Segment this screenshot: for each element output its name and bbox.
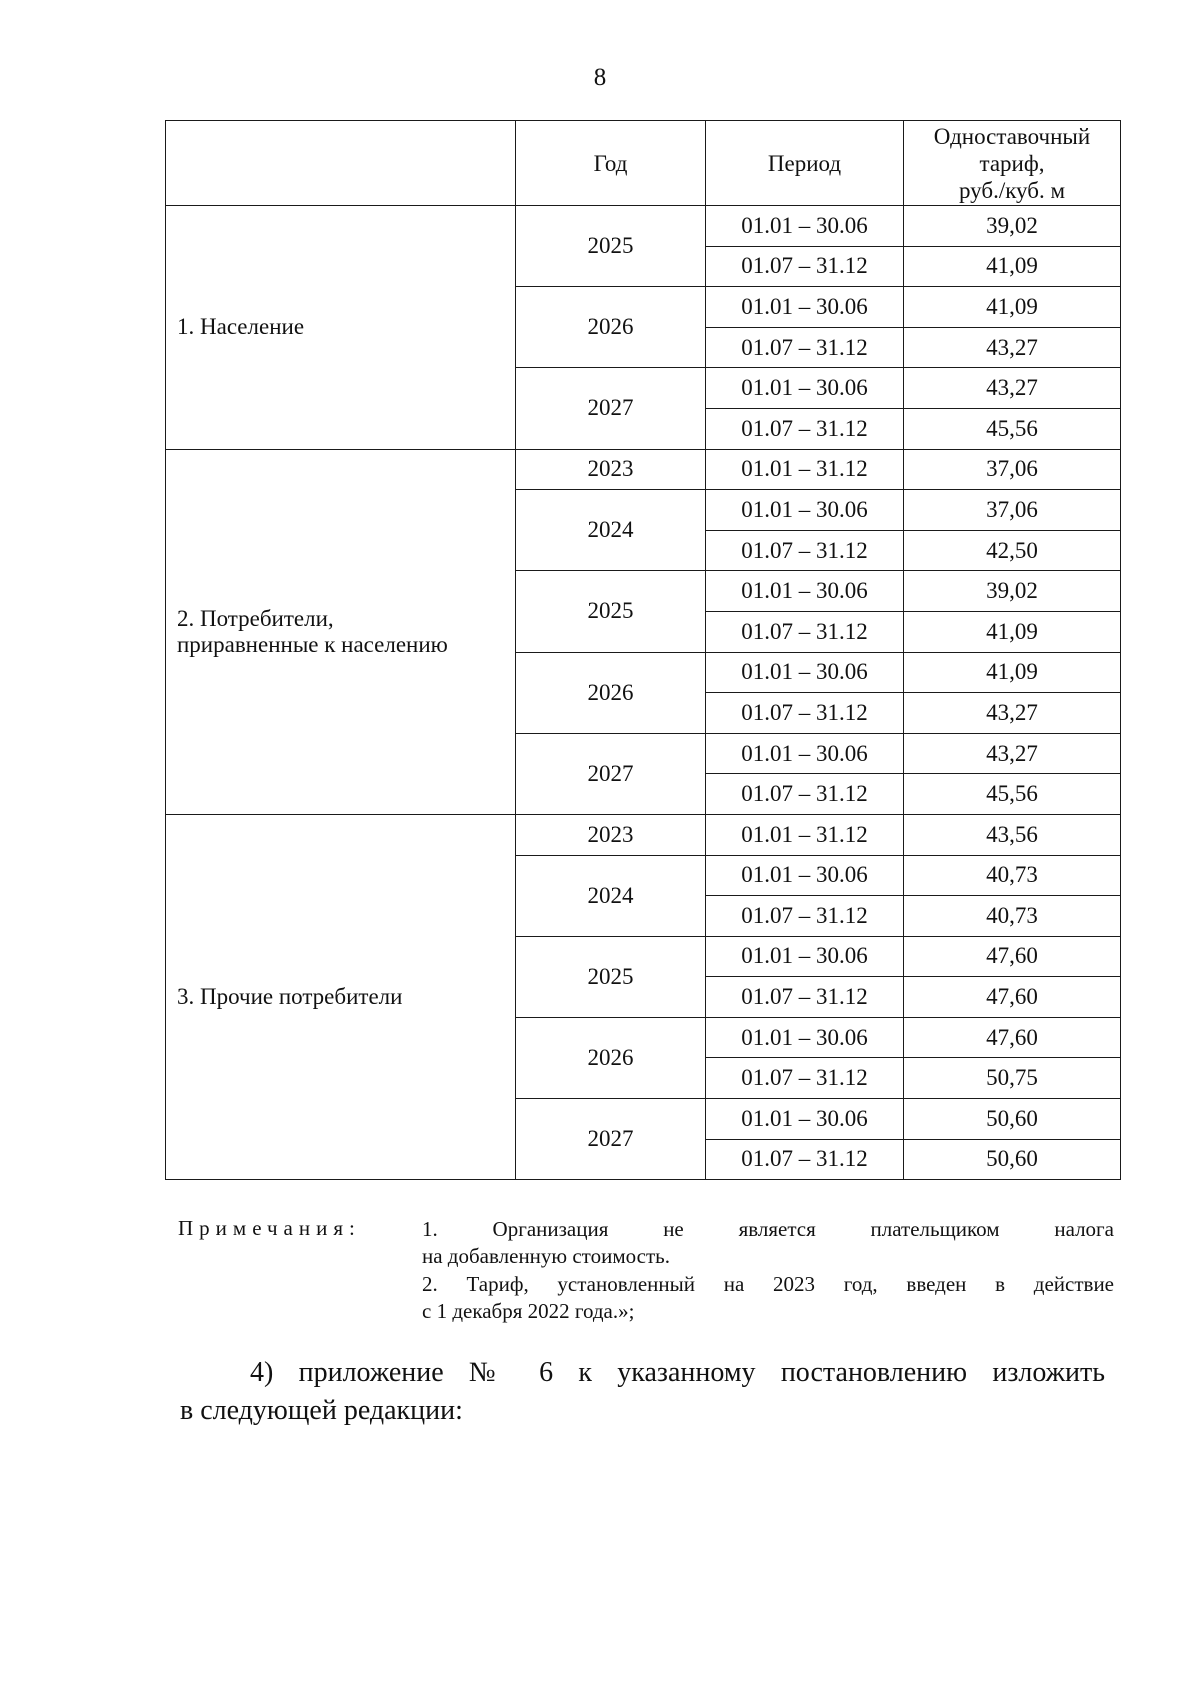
tariff-cell: 50,60 bbox=[904, 1139, 1121, 1180]
note-2 bbox=[422, 1271, 1114, 1325]
period-cell: 01.01 – 30.06 bbox=[706, 855, 904, 896]
tariff-cell: 39,02 bbox=[904, 571, 1121, 612]
header-tariff bbox=[904, 121, 1121, 206]
period-cell: 01.07 – 31.12 bbox=[706, 1058, 904, 1099]
year-cell: 2023 bbox=[516, 449, 706, 490]
year-cell: 2025 bbox=[516, 936, 706, 1017]
period-cell: 01.01 – 30.06 bbox=[706, 571, 904, 612]
category-label-line2: приравненные к населению bbox=[177, 631, 448, 657]
tariff-table bbox=[165, 120, 1121, 1180]
year-cell: 2023 bbox=[516, 814, 706, 855]
tariff-cell: 41,09 bbox=[904, 652, 1121, 693]
note-1-line2: на добавленную стоимость. bbox=[422, 1244, 670, 1268]
year-cell: 2024 bbox=[516, 855, 706, 936]
period-cell: 01.07 – 31.12 bbox=[706, 611, 904, 652]
tariff-cell: 41,09 bbox=[904, 611, 1121, 652]
header-row bbox=[166, 121, 1121, 206]
period-cell: 01.01 – 30.06 bbox=[706, 1099, 904, 1140]
tariff-cell: 41,09 bbox=[904, 287, 1121, 328]
body-paragraph bbox=[180, 1354, 1105, 1430]
table-row bbox=[166, 449, 1121, 490]
period-cell: 01.07 – 31.12 bbox=[706, 530, 904, 571]
period-cell: 01.07 – 31.12 bbox=[706, 774, 904, 815]
header-tariff-line3: руб./куб. м bbox=[958, 177, 1066, 203]
note-1-line1: 1. Организация не является плательщиком налога bbox=[422, 1217, 1114, 1241]
year-cell: 2026 bbox=[516, 652, 706, 733]
tariff-cell: 40,73 bbox=[904, 855, 1121, 896]
period-cell: 01.01 – 30.06 bbox=[706, 490, 904, 531]
tariff-cell: 43,27 bbox=[904, 327, 1121, 368]
tariff-cell: 43,27 bbox=[904, 693, 1121, 734]
page-number: 8 bbox=[593, 64, 607, 91]
tariff-cell: 45,56 bbox=[904, 774, 1121, 815]
period-cell: 01.07 – 31.12 bbox=[706, 1139, 904, 1180]
year-cell: 2025 bbox=[516, 571, 706, 652]
year-cell: 2027 bbox=[516, 368, 706, 449]
period-cell: 01.07 – 31.12 bbox=[706, 693, 904, 734]
year-cell: 2027 bbox=[516, 1099, 706, 1180]
notes-label: Примечания: bbox=[178, 1216, 361, 1240]
period-cell: 01.07 – 31.12 bbox=[706, 896, 904, 937]
period-cell: 01.01 – 30.06 bbox=[706, 368, 904, 409]
tariff-cell: 45,56 bbox=[904, 408, 1121, 449]
header-period: Период bbox=[706, 121, 904, 206]
tariff-cell: 50,60 bbox=[904, 1099, 1121, 1140]
header-category bbox=[166, 121, 516, 206]
tariff-cell: 50,75 bbox=[904, 1058, 1121, 1099]
note-2-line1: 2. Тариф, установленный на 2023 год, введен в действие bbox=[422, 1272, 1114, 1296]
note-1 bbox=[422, 1216, 1114, 1270]
table-row bbox=[166, 206, 1121, 247]
header-year: Год bbox=[516, 121, 706, 206]
period-cell: 01.01 – 30.06 bbox=[706, 206, 904, 247]
category-cell bbox=[166, 449, 516, 814]
tariff-cell: 47,60 bbox=[904, 936, 1121, 977]
year-cell: 2027 bbox=[516, 733, 706, 814]
note-2-line2: с 1 декабря 2022 года.»; bbox=[422, 1299, 635, 1323]
category-cell bbox=[166, 814, 516, 1179]
period-cell: 01.01 – 30.06 bbox=[706, 652, 904, 693]
tariff-cell: 47,60 bbox=[904, 1017, 1121, 1058]
year-cell: 2024 bbox=[516, 490, 706, 571]
period-cell: 01.07 – 31.12 bbox=[706, 246, 904, 287]
header-tariff-line2: тариф, bbox=[979, 150, 1045, 176]
tariff-cell: 37,06 bbox=[904, 490, 1121, 531]
category-cell bbox=[166, 206, 516, 450]
category-label-line1: 1. Население bbox=[177, 314, 305, 340]
tariff-cell: 43,27 bbox=[904, 733, 1121, 774]
period-cell: 01.01 – 30.06 bbox=[706, 1017, 904, 1058]
period-cell: 01.01 – 31.12 bbox=[706, 449, 904, 490]
year-cell: 2026 bbox=[516, 287, 706, 368]
period-cell: 01.07 – 31.12 bbox=[706, 977, 904, 1018]
tariff-cell: 47,60 bbox=[904, 977, 1121, 1018]
tariff-cell: 43,27 bbox=[904, 368, 1121, 409]
tariff-body bbox=[166, 206, 1121, 1180]
tariff-cell: 39,02 bbox=[904, 206, 1121, 247]
year-cell: 2025 bbox=[516, 206, 706, 287]
tariff-cell: 42,50 bbox=[904, 530, 1121, 571]
period-cell: 01.01 – 30.06 bbox=[706, 936, 904, 977]
period-cell: 01.07 – 31.12 bbox=[706, 408, 904, 449]
header-tariff-line1: Одноставочный bbox=[933, 123, 1091, 149]
period-cell: 01.07 – 31.12 bbox=[706, 327, 904, 368]
category-label-line1: 2. Потребители, bbox=[177, 605, 334, 631]
tariff-cell: 37,06 bbox=[904, 449, 1121, 490]
tariff-cell: 43,56 bbox=[904, 814, 1121, 855]
category-label-line1: 3. Прочие потребители bbox=[177, 984, 403, 1010]
period-cell: 01.01 – 30.06 bbox=[706, 733, 904, 774]
year-cell: 2026 bbox=[516, 1017, 706, 1098]
tariff-cell: 41,09 bbox=[904, 246, 1121, 287]
paragraph-line1: 4) приложение № 6 к указанному постановлению изложить bbox=[250, 1357, 1105, 1388]
paragraph-line2: в следующей редакции: bbox=[180, 1395, 463, 1426]
tariff-cell: 40,73 bbox=[904, 896, 1121, 937]
period-cell: 01.01 – 30.06 bbox=[706, 287, 904, 328]
table-row bbox=[166, 814, 1121, 855]
period-cell: 01.01 – 31.12 bbox=[706, 814, 904, 855]
